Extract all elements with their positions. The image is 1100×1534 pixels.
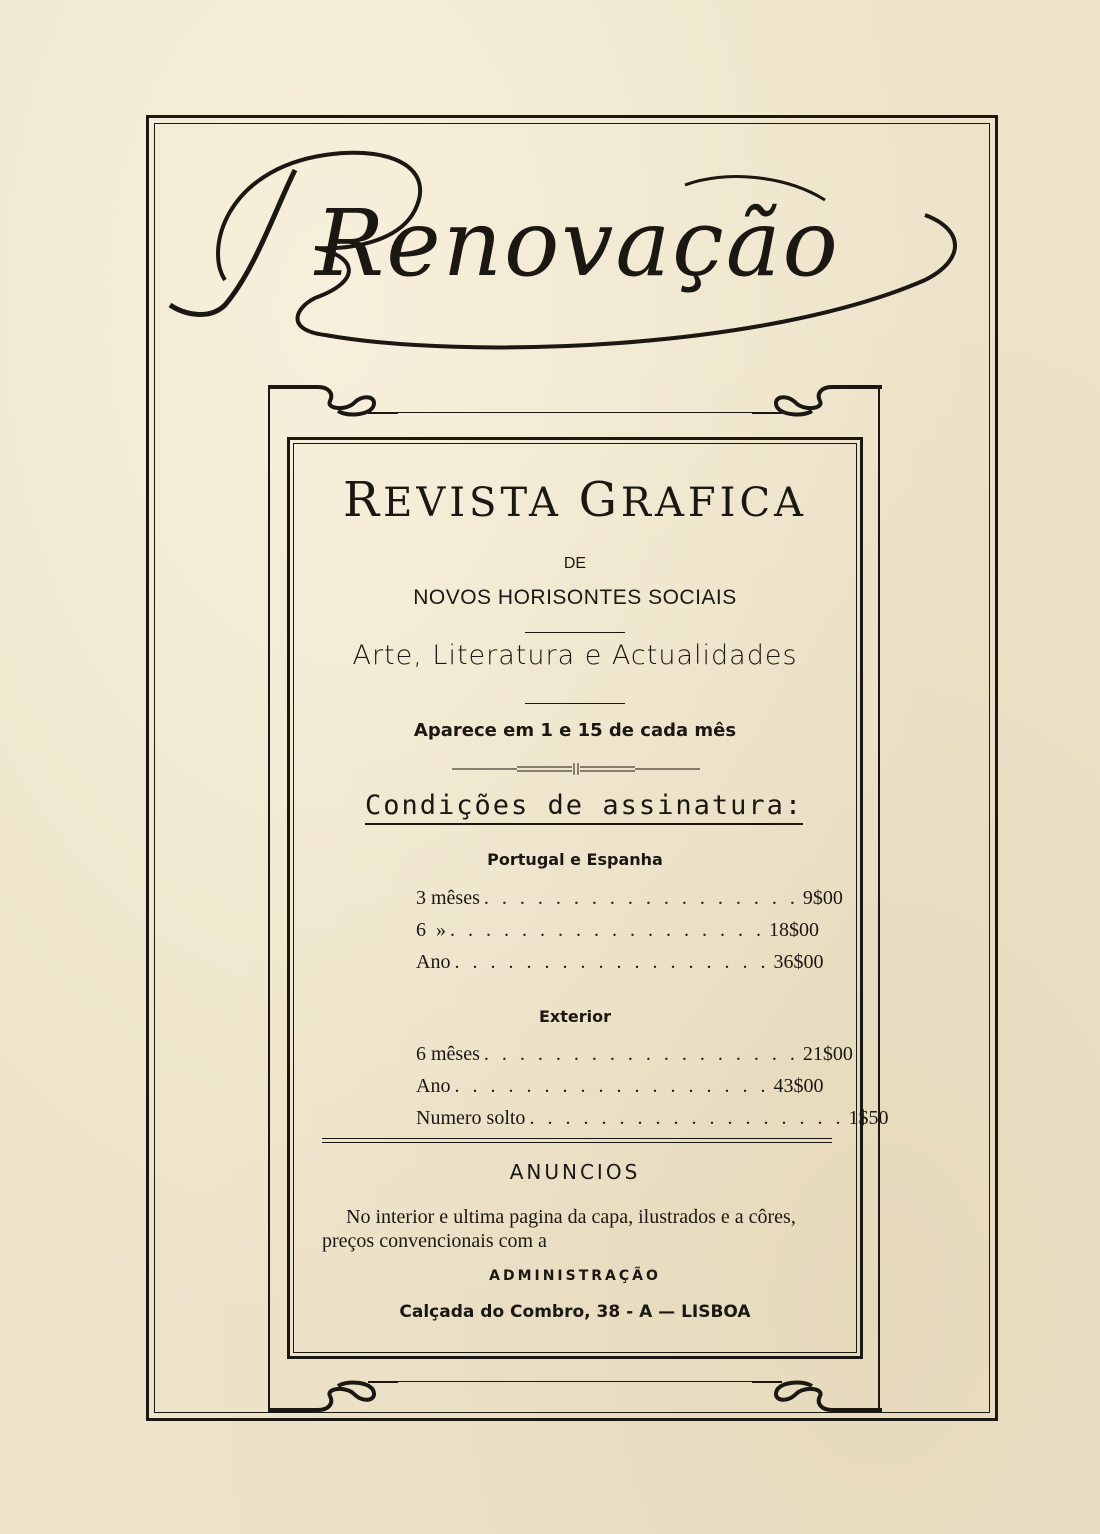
double-rule-bottom [322,1142,832,1143]
region-domestic: Portugal e Espanha [487,850,663,869]
leader-dots: . . . . . . . . . . . . . . . . . . [483,887,799,909]
admin-label: ADMINISTRAÇÃO [489,1268,661,1284]
price-row [416,1038,853,1070]
price-value: 18$00 [769,919,819,941]
price-value: 9$00 [802,887,843,909]
region-foreign: Exterior [538,1007,611,1026]
price-row [416,882,843,914]
top-right-ornament-icon [752,383,882,419]
price-label: 6 » [416,919,446,941]
title-initial-r: R [343,472,384,528]
leader-dots: . . . . . . . . . . . . . . . . . . [529,1107,845,1129]
anuncios-heading: ANUNCIOS [509,1160,641,1184]
foreign-price-table [416,1038,889,1134]
price-value: 43$00 [773,1075,824,1097]
price-row [416,1102,889,1134]
price-label: Ano [416,1075,451,1097]
top-left-ornament-icon [268,383,398,419]
bottom-right-ornament-icon [752,1374,882,1414]
leader-dots: . . . . . . . . . . . . . . . . . . [450,919,765,941]
price-value: 1$50 [848,1107,889,1129]
price-label: 6 mêses [416,1043,480,1065]
price-label: Ano [416,951,451,973]
logo-text: Renovação [315,190,840,297]
price-label: Numero solto [416,1107,526,1129]
price-row [416,946,824,978]
revista-title [287,472,863,528]
domestic-price-table [416,882,843,978]
title-rest-2: RAFICA [620,480,807,526]
price-row [416,914,819,946]
price-value: 21$00 [802,1043,853,1065]
leader-dots: . . . . . . . . . . . . . . . . . . [454,951,770,973]
conditions-heading: Condições de assinatura: [365,790,803,825]
leader-dots: . . . . . . . . . . . . . . . . . . [454,1075,770,1097]
leader-dots: . . . . . . . . . . . . . . . . . . [483,1043,799,1065]
anuncios-text: No interior e ultima pagina da capa, ilustrados e a côres, preços convencionais com a [322,1206,796,1252]
rule-2 [525,703,625,704]
subtitle: NOVOS HORISONTES SOCIAIS [413,586,737,609]
renovacao-logo [165,130,975,360]
top-rule [395,412,760,413]
double-rule-top [322,1138,832,1139]
address-line: Calçada do Combro, 38 - A — LISBOA [399,1302,751,1322]
rule-1 [525,632,625,633]
de-label: DE [563,555,587,572]
arts-line: Arte, Literatura e Actualidades [352,640,798,671]
bottom-rule [395,1381,760,1382]
appears-line: Aparece em 1 e 15 de cada mês [413,720,737,741]
bottom-left-ornament-icon [268,1374,398,1414]
divider-ornament-icon [452,762,700,776]
price-label: 3 mêses [416,887,480,909]
title-rest-1: EVISTA [383,480,579,526]
title-initial-g: G [578,472,621,528]
price-row [416,1070,824,1102]
price-value: 36$00 [773,951,824,973]
